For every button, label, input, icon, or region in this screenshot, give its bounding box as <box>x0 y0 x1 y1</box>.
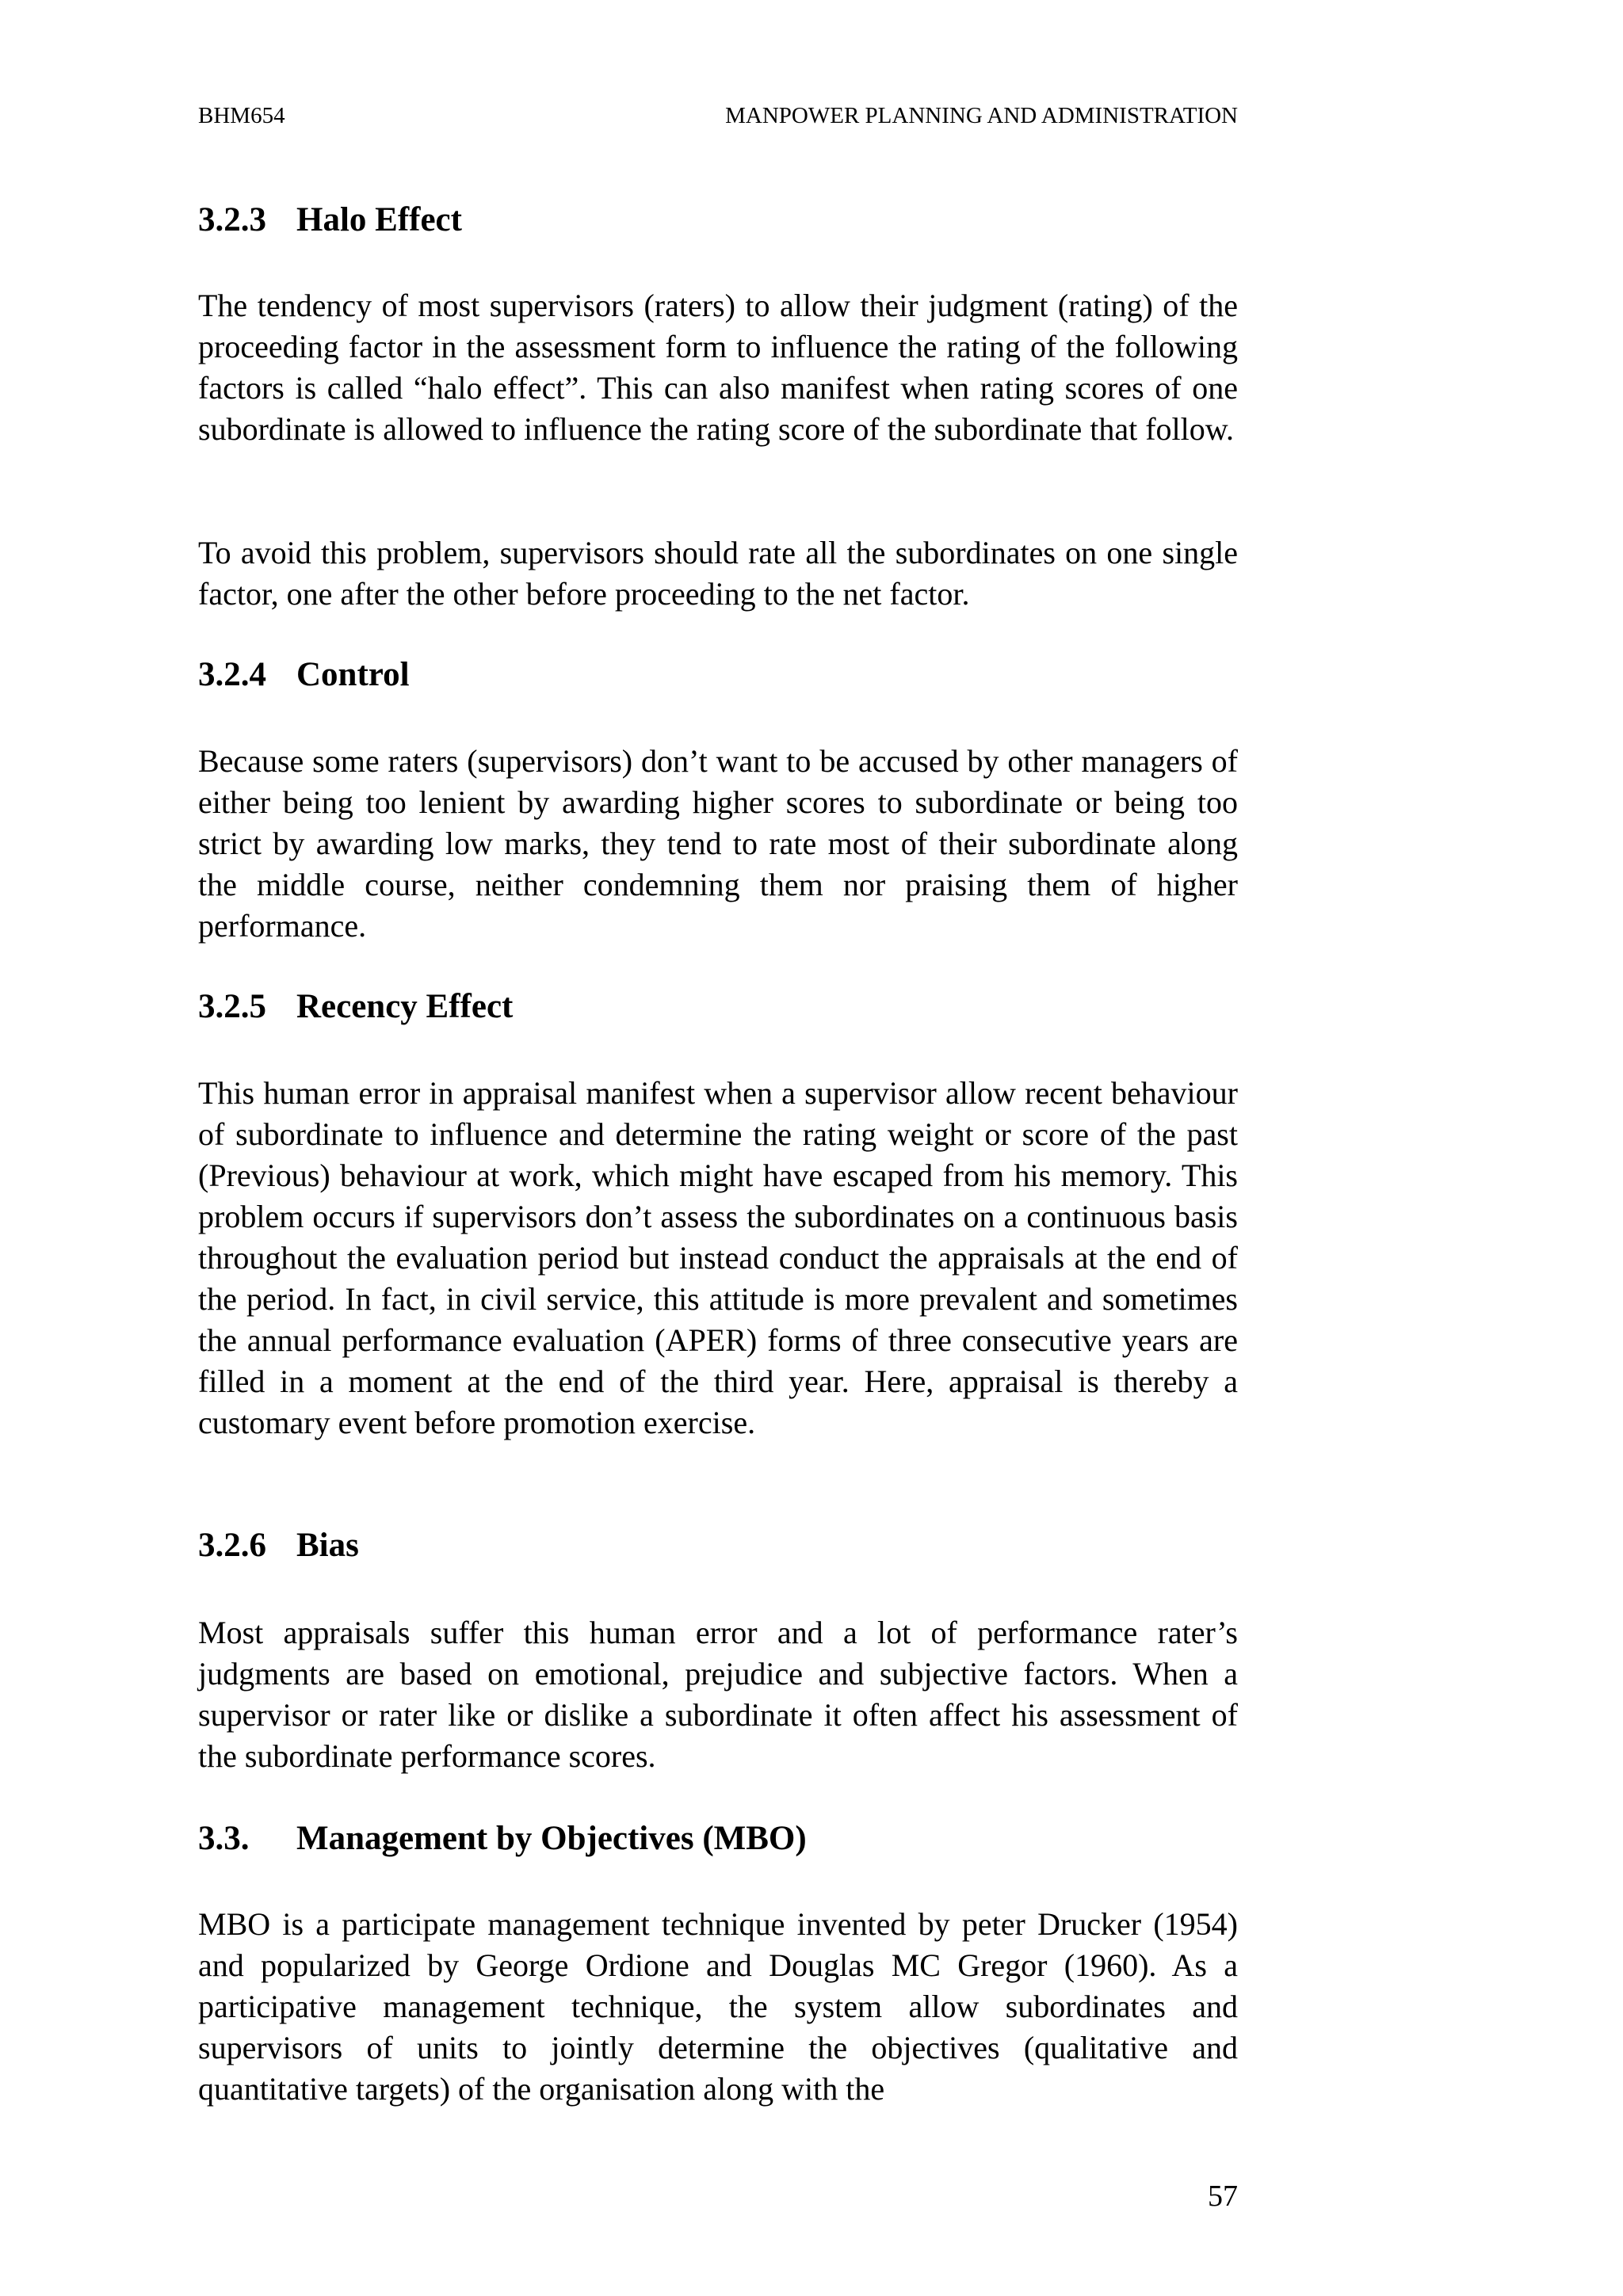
section-number: 3.2.5 <box>198 988 266 1025</box>
section-number: 3.2.4 <box>198 656 266 693</box>
section-heading-bias <box>198 1525 359 1566</box>
paragraph-recency-effect-1: This human error in appraisal manifest when a supervisor allow recent behaviour of subordinate to influence and determine the rating weight or score of the past (Previous) behaviour at work, which might have escaped from his memory. This problem occurs if supervisors don’t assess the subordinates on a continuous basis throughout the evaluation period but instead conduct the appraisals at the end of the period. In fact, in civil service, this attitude is more prevalent and sometimes the annual performance evaluation (APER) forms of three consecutive years are filled in a moment at the end of the third year. Here, appraisal is thereby a customary event before promotion exercise. <box>198 1075 1238 1440</box>
section-heading-mbo <box>198 1818 807 1859</box>
section-title: Recency Effect <box>296 988 514 1025</box>
section-heading-control <box>198 654 410 696</box>
page-number: 57 <box>1208 2180 1238 2213</box>
section-heading-recency-effect <box>198 986 513 1028</box>
paragraph-halo-effect-2: To avoid this problem, supervisors should rate all the subordinates on one single factor, one after the other before proceeding to the net factor. <box>198 535 1238 612</box>
section-heading-halo-effect <box>198 200 462 241</box>
section-title: Management by Objectives (MBO) <box>296 1820 807 1857</box>
course-code: BHM654 <box>198 103 285 128</box>
document-page <box>198 0 1238 2296</box>
section-number: 3.3. <box>198 1820 250 1857</box>
section-title: Bias <box>296 1527 359 1564</box>
section-number: 3.2.6 <box>198 1527 266 1564</box>
paragraph-control-1: Because some raters (supervisors) don’t want to be accused by other managers of either being too lenient by awarding higher scores to subordinate or being too strict by awarding low marks, they tend to rate most of their subordinate along the middle course, neither condemning them nor praising them of higher performance. <box>198 743 1238 944</box>
section-title: Halo Effect <box>296 201 462 238</box>
course-title: MANPOWER PLANNING AND ADMINISTRATION <box>725 103 1238 128</box>
section-number: 3.2.3 <box>198 201 266 238</box>
paragraph-mbo-1: MBO is a participate management technique invented by peter Drucker (1954) and popularized by George Ordione and Douglas MC Gregor (1960). As a participative management technique, the system allow subordinates and supervisors of units to jointly determine the objectives (qualitative and quantitative targets) of the organisation along with the <box>198 1906 1238 2107</box>
section-title: Control <box>296 656 410 693</box>
running-header <box>198 100 1238 132</box>
paragraph-bias-1: Most appraisals suffer this human error and a lot of performance rater’s judgments are based on emotional, prejudice and subjective factors. When a supervisor or rater like or dislike a subordinate it often affect his assessment of the subordinate performance scores. <box>198 1615 1238 1774</box>
paragraph-halo-effect-1: The tendency of most supervisors (raters) to allow their judgment (rating) of the proceeding factor in the assessment form to influence the rating of the following factors is called “halo effect”. This can also manifest when rating scores of one subordinate is allowed to influence the rating score of the subordinate that follow. <box>198 288 1238 447</box>
